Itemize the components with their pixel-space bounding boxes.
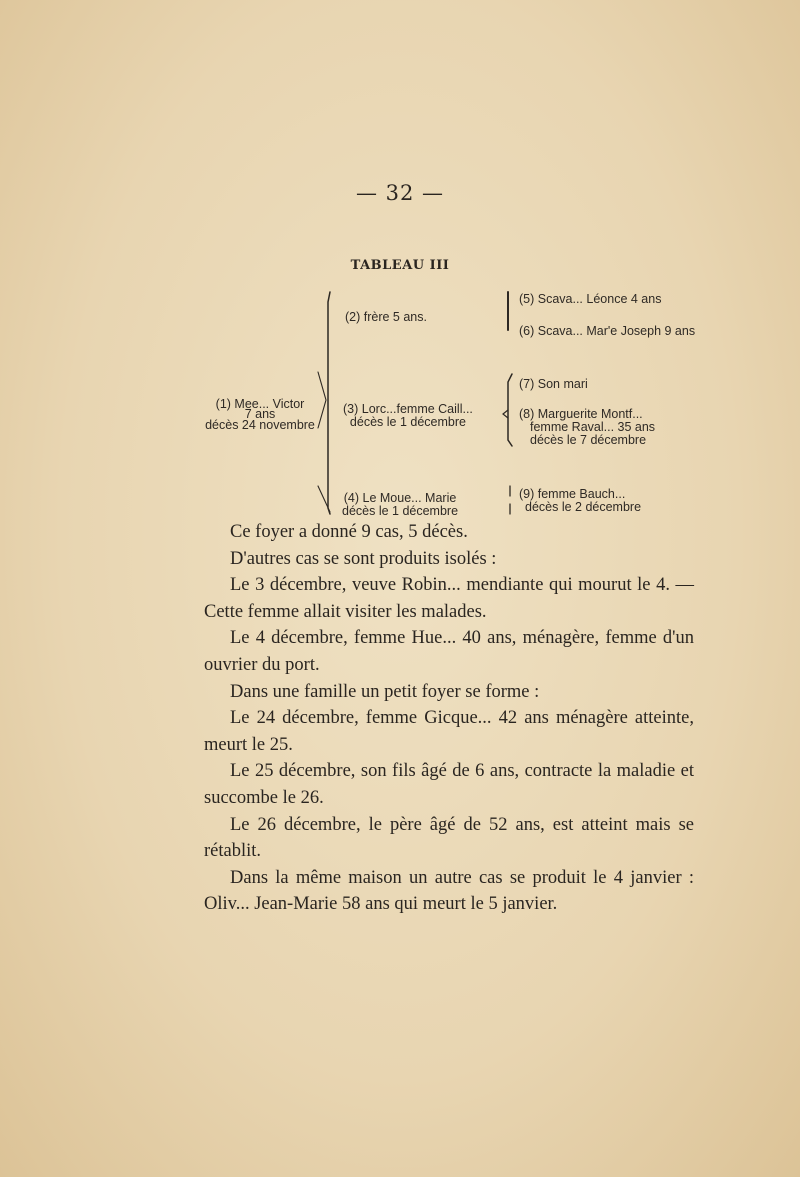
node-8-spouse: femme Raval... 35 ans [530, 420, 656, 434]
bracket-n3 [508, 374, 512, 446]
paragraph: Le 3 décembre, veuve Robin... mendiante qui mourut le 4. — Cette femme allait visiter les malades. [204, 575, 694, 622]
table-title: TABLEAU III [350, 258, 450, 273]
node-1-name: (1) Mee... Victor [215, 397, 305, 411]
tree-node-5 [519, 293, 661, 306]
node-3-name: (3) Lorc...femme Caill... [343, 402, 473, 416]
tree-node-9 [519, 488, 641, 514]
paragraph: Dans une famille un petit foyer se forme : [230, 681, 540, 702]
tree-node-8 [519, 408, 655, 447]
node-4-death: décès le 1 décembre [342, 504, 459, 518]
bracket-n1-tail [318, 486, 330, 512]
paragraph: Dans la même maison un autre cas se produit le 4 janvier : Oliv... Jean-Marie 58 ans qui meurt le 5 janvier. [204, 867, 694, 915]
node-1-death: décès 24 novembre [205, 418, 315, 432]
paragraph: Le 4 décembre, femme Hue... 40 ans, ménagère, femme d'un ouvrier du port. [204, 628, 694, 675]
node-8-death: décès le 7 décembre [530, 433, 647, 447]
body-text [204, 519, 694, 918]
paragraph: D'autres cas se sont produits isolés : [230, 548, 497, 569]
node-4-name: (4) Le Moue... Marie [343, 491, 457, 505]
node-3-death: décès le 1 décembre [349, 415, 466, 429]
page-number: — 32 — [355, 181, 445, 205]
paragraph: Le 24 décembre, femme Gicque... 42 ans ménagère atteinte, meurt le 25. [204, 708, 694, 755]
bracket-root [328, 292, 330, 514]
tree-node-4 [342, 492, 458, 518]
paragraph: Le 25 décembre, son fils âgé de 6 ans, contracte la maladie et succombe le 26. [204, 761, 694, 808]
tree-node-2 [345, 311, 427, 324]
bracket-n3-pointer [503, 410, 508, 418]
tree-node-7 [519, 378, 588, 391]
node-7-name: (7) Son mari [519, 377, 588, 391]
node-9-death: décès le 2 décembre [525, 500, 642, 514]
node-1-age: 7 ans [244, 407, 276, 421]
node-6-name: (6) Scava... Mar'e Joseph 9 ans [519, 324, 696, 338]
tree-node-1 [198, 398, 322, 432]
tree-node-6 [519, 325, 695, 338]
tree-node-3 [343, 403, 473, 429]
node-5-name: (5) Scava... Léonce 4 ans [519, 292, 662, 306]
paragraph: Ce foyer a donné 9 cas, 5 décès. [230, 522, 468, 542]
paragraph: Le 26 décembre, le père âgé de 52 ans, est atteint mais se rétablit. [204, 814, 694, 862]
node-2-name: (2) frère 5 ans. [345, 310, 427, 324]
node-9-name: (9) femme Bauch... [519, 487, 626, 501]
node-8-name: (8) Marguerite Montf... [519, 407, 643, 421]
